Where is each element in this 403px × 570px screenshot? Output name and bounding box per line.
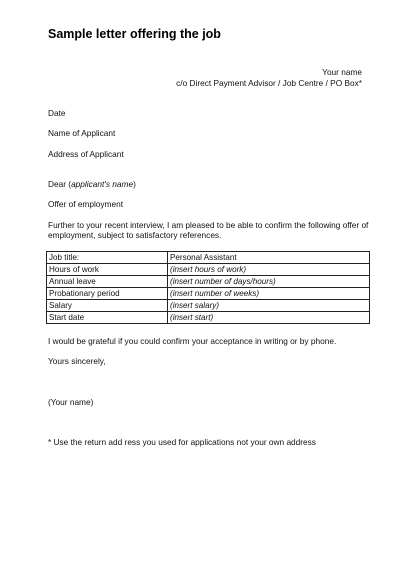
table-cell-value: (insert hours of work) xyxy=(168,264,370,276)
table-cell-label: Annual leave xyxy=(47,276,168,288)
page-title: Sample letter offering the job xyxy=(48,27,221,41)
table-row xyxy=(47,264,370,276)
applicant-address-line: Address of Applicant xyxy=(48,149,124,159)
table-row xyxy=(47,312,370,324)
sender-name: Your name xyxy=(322,67,362,77)
subject-line: Offer of employment xyxy=(48,199,124,209)
footnote: * Use the return add ress you used for applications not your own address xyxy=(48,437,316,447)
intro-line-2: employment, subject to satisfactory references. xyxy=(48,230,222,240)
offer-table xyxy=(46,251,370,324)
sign-off: Yours sincerely, xyxy=(48,356,106,366)
closing-request: I would be grateful if you could confirm your acceptance in writing or by phone. xyxy=(48,336,337,346)
table-row xyxy=(47,276,370,288)
table-cell-value: (insert start) xyxy=(168,312,370,324)
table-cell-label: Salary xyxy=(47,300,168,312)
table-cell-label: Job title: xyxy=(47,252,168,264)
sender-address: c/o Direct Payment Advisor / Job Centre / PO Box* xyxy=(176,78,362,88)
table-row xyxy=(47,300,370,312)
table-cell-label: Probationary period xyxy=(47,288,168,300)
salutation-name: applicant's name xyxy=(71,179,134,189)
table-cell-label: Hours of work xyxy=(47,264,168,276)
salutation-suffix: ) xyxy=(133,179,136,189)
table-cell-label: Start date xyxy=(47,312,168,324)
salutation xyxy=(48,180,136,190)
table-cell-value: Personal Assistant xyxy=(168,252,370,264)
table-cell-value: (insert number of weeks) xyxy=(168,288,370,300)
signature-name: (Your name) xyxy=(48,397,94,407)
intro-line-1: Further to your recent interview, I am pleased to be able to confirm the following offer of xyxy=(48,220,369,230)
date-line: Date xyxy=(48,108,66,118)
table-cell-value: (insert salary) xyxy=(168,300,370,312)
applicant-name-line: Name of Applicant xyxy=(48,128,116,138)
table-cell-value: (insert number of days/hours) xyxy=(168,276,370,288)
salutation-prefix: Dear ( xyxy=(48,179,72,189)
table-row xyxy=(47,252,370,264)
table-row xyxy=(47,288,370,300)
